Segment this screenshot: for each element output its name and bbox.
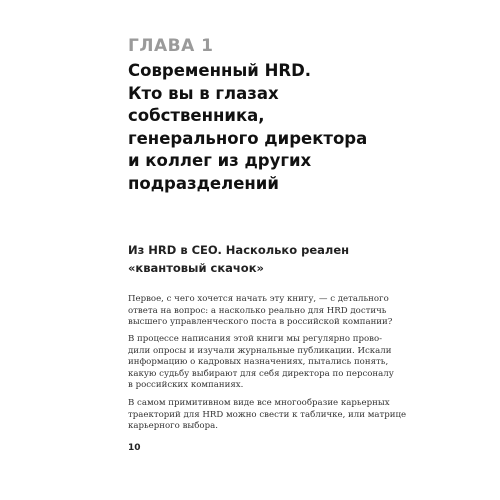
chapter-label: ГЛАВА 1 (128, 36, 214, 56)
chapter-title-line: и коллег из других (128, 151, 312, 170)
chapter-title-line: собственника, (128, 106, 265, 125)
section-heading-line: «квантовый скачок» (128, 261, 264, 275)
chapter-title (128, 60, 448, 195)
section-heading-line: Из HRD в CEO. Насколько реален (128, 243, 350, 257)
paragraph-line: дили опросы и изучали журнальные публикации. Искали (128, 345, 392, 356)
paragraph-line: карьерного выбора. (128, 421, 218, 431)
body-paragraph (128, 398, 407, 433)
chapter-title-line: Современный HRD. (128, 61, 312, 80)
section-heading (128, 241, 408, 277)
page-number: 10 (128, 443, 141, 453)
paragraph-line: в российских компаниях. (128, 380, 244, 390)
paragraph-line: Первое, с чего хочется начать эту книгу, — с детального (128, 294, 389, 304)
paragraph-line: информацию о кадровых назначениях, пытались понять, (128, 357, 389, 367)
chapter-title-line: генерального директора (128, 128, 368, 148)
paragraph-line: траекторий для HRD можно свести к табличке, или матрице (128, 409, 407, 420)
body-paragraph (128, 294, 393, 329)
paragraph-line: В процессе написания этой книги мы регулярно прово- (128, 334, 383, 344)
chapter-title-line: Кто вы в глазах (128, 83, 279, 103)
paragraph-line: В самом примитивном виде все многообразие карьерных (128, 398, 390, 408)
paragraph-line: ответа на вопрос: а насколько реально для HRD достичь (128, 305, 387, 316)
body-paragraph (128, 334, 394, 392)
paragraph-line: высшего управленческого поста в российской компании? (128, 317, 393, 327)
chapter-title-line: подразделений (128, 173, 279, 193)
paragraph-line: какую судьбу выбирают для себя директора по персоналу (128, 368, 394, 379)
